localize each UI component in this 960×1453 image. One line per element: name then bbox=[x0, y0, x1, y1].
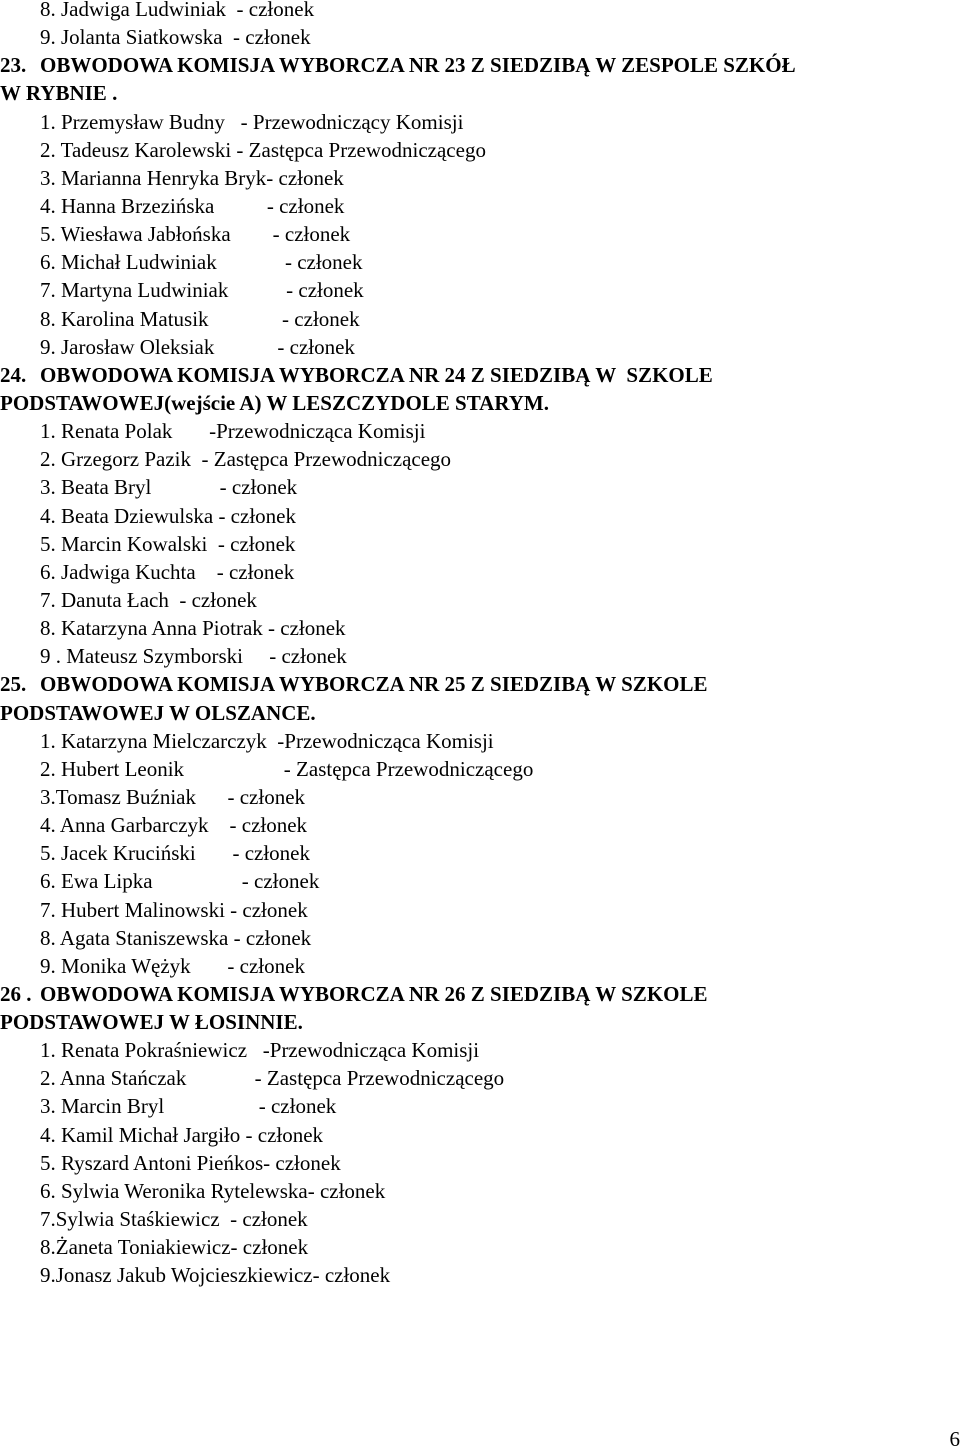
section-number: 25. bbox=[0, 672, 27, 697]
list-item: 7.Sylwia Staśkiewicz - członek bbox=[40, 1207, 308, 1232]
section-title: OBWODOWA KOMISJA WYBORCZA NR 24 Z SIEDZIBĄ W SZKOLE bbox=[40, 362, 713, 387]
list-item: 3. Marcin Bryl - członek bbox=[40, 1094, 337, 1119]
section-number: 24. bbox=[0, 362, 27, 387]
list-item: 8. Karolina Matusik - członek bbox=[40, 306, 360, 331]
list-item: 9. Monika Wężyk - członek bbox=[40, 953, 305, 978]
list-item: 8. Katarzyna Anna Piotrak - członek bbox=[40, 616, 346, 641]
list-item: 3.Tomasz Buźniak - członek bbox=[40, 784, 306, 809]
list-item: 6. Jadwiga Kuchta - członek bbox=[40, 559, 295, 584]
list-item: 2. Tadeusz Karolewski - Zastępca Przewodniczącego bbox=[40, 137, 486, 162]
section-title-continued: W RYBNIE . bbox=[0, 81, 118, 106]
section-heading bbox=[0, 361, 960, 389]
list-item: 7. Danuta Łach - członek bbox=[40, 587, 257, 612]
list-item: 3. Marianna Henryka Bryk- członek bbox=[40, 165, 344, 190]
section-title-continued: PODSTAWOWEJ(wejście A) W LESZCZYDOLE STARYM. bbox=[0, 390, 550, 415]
section-title-continued: PODSTAWOWEJ W OLSZANCE. bbox=[0, 700, 316, 725]
list-item: 9 . Mateusz Szymborski - członek bbox=[40, 644, 347, 669]
section-heading bbox=[0, 51, 960, 79]
list-item: 9.Jonasz Jakub Wojcieszkiewicz- członek bbox=[40, 1263, 391, 1288]
section-heading bbox=[0, 980, 960, 1008]
list-item: 2. Anna Stańczak - Zastępca Przewodniczącego bbox=[40, 1066, 505, 1091]
list-item: 7. Hubert Malinowski - członek bbox=[40, 897, 308, 922]
list-item: 5. Marcin Kowalski - członek bbox=[40, 531, 296, 556]
section-number: 23. bbox=[0, 53, 27, 78]
list-item: 9. Jarosław Oleksiak - członek bbox=[40, 334, 355, 359]
list-item: 1. Renata Polak -Przewodnicząca Komisji bbox=[40, 419, 426, 444]
list-item: 4. Anna Garbarczyk - członek bbox=[40, 813, 308, 838]
section-title: OBWODOWA KOMISJA WYBORCZA NR 26 Z SIEDZIBĄ W SZKOLE bbox=[40, 981, 708, 1006]
section-number: 26 . bbox=[0, 981, 32, 1006]
list-item: 6. Sylwia Weronika Rytelewska- członek bbox=[40, 1178, 386, 1203]
list-item: 6. Ewa Lipka - członek bbox=[40, 869, 320, 894]
list-item: 9. Jolanta Siatkowska - członek bbox=[40, 25, 311, 50]
list-item: 8. Agata Staniszewska - członek bbox=[40, 925, 312, 950]
list-item: 7. Martyna Ludwiniak - członek bbox=[40, 278, 364, 303]
list-item: 2. Hubert Leonik - Zastępca Przewodniczącego bbox=[40, 756, 534, 781]
list-item: 5. Ryszard Antoni Pieńkos- członek bbox=[40, 1150, 341, 1175]
list-item: 4. Kamil Michał Jargiło - członek bbox=[40, 1122, 324, 1147]
list-item: 8. Jadwiga Ludwiniak - członek bbox=[40, 0, 315, 21]
list-item: 1. Przemysław Budny - Przewodniczący Komisji bbox=[40, 109, 464, 134]
list-item: 1. Katarzyna Mielczarczyk -Przewodnicząca Komisji bbox=[40, 728, 494, 753]
section-heading bbox=[0, 670, 960, 698]
list-item: 8.Żaneta Toniakiewicz- członek bbox=[40, 1235, 309, 1260]
list-item: 6. Michał Ludwiniak - członek bbox=[40, 250, 363, 275]
list-item: 5. Jacek Kruciński - członek bbox=[40, 841, 310, 866]
section-title: OBWODOWA KOMISJA WYBORCZA NR 23 Z SIEDZIBĄ W ZESPOLE SZKÓŁ bbox=[40, 53, 796, 78]
section-title-continued: PODSTAWOWEJ W ŁOSINNIE. bbox=[0, 1010, 303, 1035]
list-item: 5. Wiesława Jabłońska - członek bbox=[40, 222, 351, 247]
list-item: 4. Hanna Brzezińska - członek bbox=[40, 193, 345, 218]
page-number: 6 bbox=[949, 1427, 960, 1451]
list-item: 1. Renata Pokraśniewicz -Przewodnicząca Komisji bbox=[40, 1038, 480, 1063]
list-item: 3. Beata Bryl - członek bbox=[40, 475, 298, 500]
section-title: OBWODOWA KOMISJA WYBORCZA NR 25 Z SIEDZIBĄ W SZKOLE bbox=[40, 672, 708, 697]
list-item: 4. Beata Dziewulska - członek bbox=[40, 503, 296, 528]
list-item: 2. Grzegorz Pazik - Zastępca Przewodniczącego bbox=[40, 447, 452, 472]
